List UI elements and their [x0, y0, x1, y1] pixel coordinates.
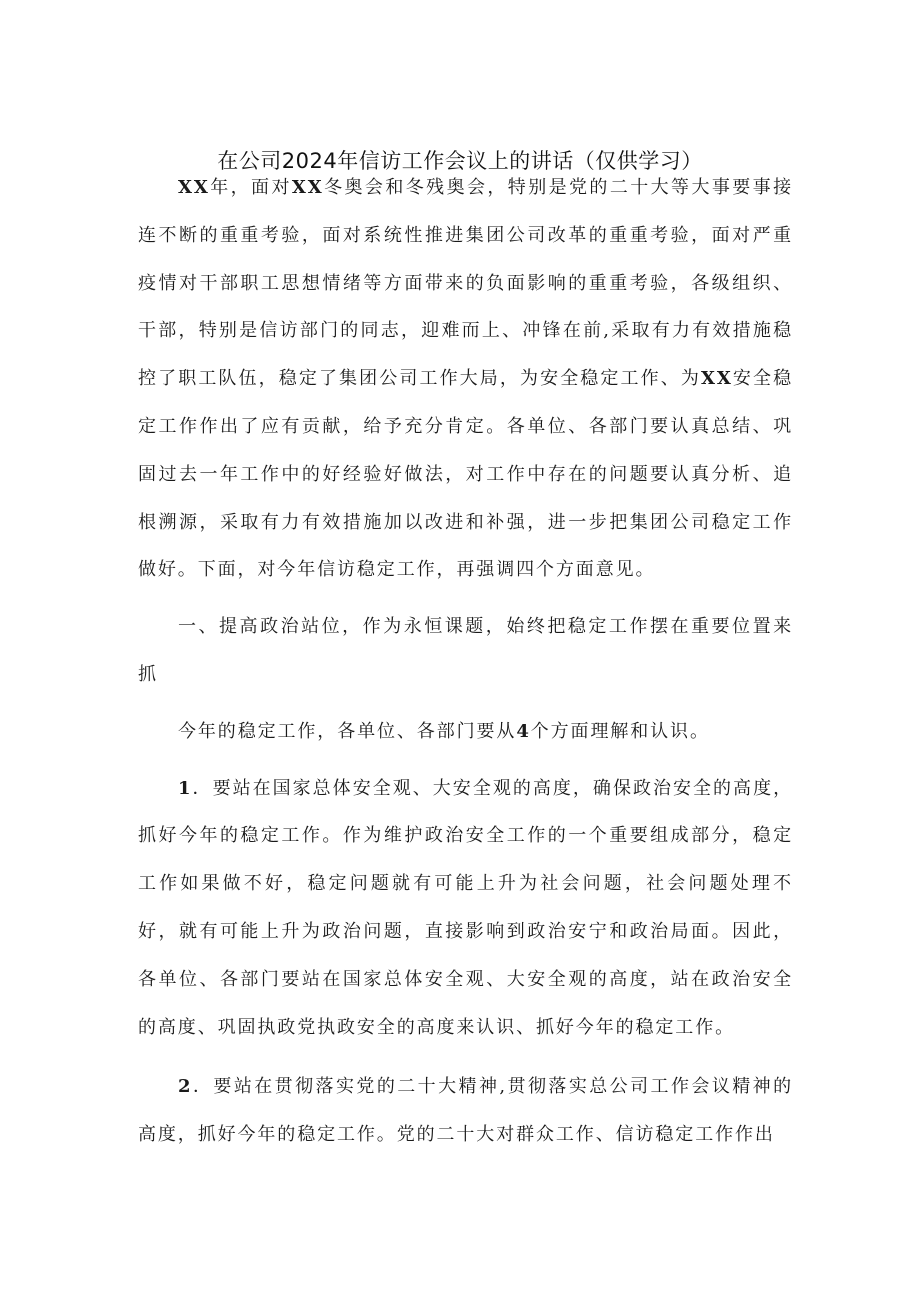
paragraph-text: ．要站在贯彻落实党的二十大精神,贯彻落实总公司工作会议精神的高度，抓好今年的稳定工作。党的二十大对群众工作、信访稳定工作作出: [138, 1076, 793, 1146]
paragraph-intro: [138, 164, 793, 594]
paragraph-item-2: [138, 1063, 793, 1159]
item-number: 2: [178, 1076, 193, 1098]
document-body: [138, 164, 793, 1159]
paragraph-text: 今年的稳定工作，各单位、各部门要从4个方面理解和认识。: [178, 720, 710, 742]
paragraph-section-1-intro: [138, 708, 793, 756]
document-title: 在公司2024年信访工作会议上的讲话（仅供学习）: [217, 149, 703, 173]
paragraph-text: ．要站在国家总体安全观、大安全观的高度，确保政治安全的高度，抓好今年的稳定工作。作为维护政治安全工作的一个重要组成部分，稳定工作如果做不好，稳定问题就有可能上升为社会问题，社会问题处理不好，就有可能上升为政治问题，直接影响到政治安宁和政治局面。因此，各单位、各部门要站在国家总体安全观、大安全观的高度，站在政治安全的高度、巩固执政党执政安全的高度来认识、抓好今年的稳定工作。: [138, 777, 793, 1038]
item-number: 1: [178, 777, 193, 799]
paragraph-text: XX年，面对XX冬奥会和冬残奥会，特别是党的二十大等大事要事接连不断的重重考验，面对系统性推进集团公司改革的重重考验，面对严重疫情对干部职工思想情绪等方面带来的负面影响的重重考验，各级组织、干部，特别是信访部门的同志，迎难而上、冲锋在前,采取有力有效措施稳控了职工队伍，稳定了集团公司工作大局，为安全稳定工作、为XX安全稳定工作作出了应有贡献，给予充分肯定。各单位、各部门要认真总结、巩固过去一年工作中的好经验好做法，对工作中存在的问题要认真分析、追根溯源，采取有力有效措施加以改进和补强，进一步把集团公司稳定工作做好。下面，对今年信访稳定工作，再强调四个方面意见。: [138, 177, 794, 581]
paragraph-text: 一、提高政治站位，作为永恒课题，始终把稳定工作摆在重要位置来抓: [138, 616, 793, 685]
paragraph-item-1: [138, 765, 793, 1052]
section-heading-1: [138, 603, 793, 699]
